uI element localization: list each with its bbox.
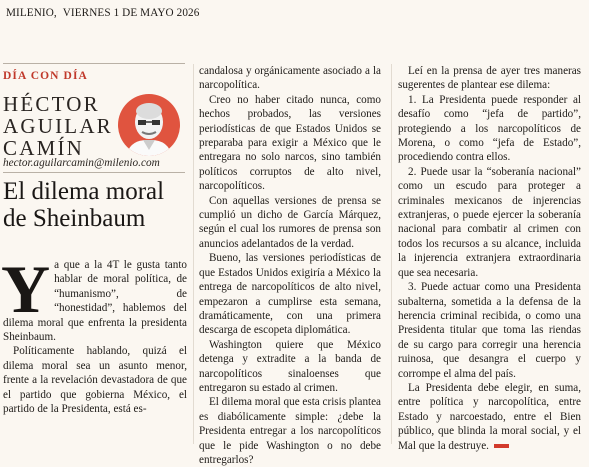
paragraph-text: a que a la 4T le gusta tanto hablar de moral política, de “humanismo”, de “honestidad”, hablemos del dilema moral que enfrenta la presidenta Sheinbaum. [3, 259, 187, 344]
author-email: hector.aguilarcamin@milenio.com [3, 157, 160, 169]
section-kicker: DÍA CON DÍA [3, 70, 88, 82]
paragraph: Washington quiere que México detenga y extradite a la banda de narcopolíticos sinaloenses que entregaron su estado al crimen. [199, 338, 381, 394]
author-name-line-2: AGUILAR [3, 114, 113, 138]
paragraph: 1. La Presidenta puede responder al desafío como “jefa de partido”, protegiendo a los narcopolíticos de Morena, o como “jefa de Estado”, procediendo contra ellos. [398, 93, 581, 164]
author-avatar [118, 94, 180, 156]
author-name [3, 93, 115, 159]
paragraph: El dilema moral que esta crisis plantea es diabólicamente simple: ¿debe la Presidenta entregar a los narcopolíticos que le pide Washington o no debe entregarlos? [199, 396, 381, 466]
paragraph: Con aquellas versiones de prensa se cumplió un dicho de García Márquez, según el cual los rumores de prensa son anuncios adelantados de la verdad. [199, 194, 381, 250]
article-column-3 [398, 64, 581, 453]
publication-date: VIERNES 1 DE MAYO 2026 [62, 7, 200, 19]
paragraph: Bueno, las versiones periodísticas de que Estados Unidos exigiría a México la entrega de narcopolíticos de alto nivel, empezaron a cumplirse esta semana, dramáticamente, con una primera descarga de escopeta diplomática. [199, 252, 381, 337]
paragraph: Leí en la prensa de ayer tres maneras sugerentes de plantear ese dilema: [398, 65, 581, 92]
end-of-article-icon [494, 444, 509, 448]
paragraph: 2. Puede usar la “soberanía nacional” como un escudo para proteger a criminales mexicanos de injerencias extranjeras, o puede ejercer la soberanía nacional para combatir al crimen con todos los recursos a su alcance, incluida la injerencia extranjera extraordinaria que sea necesaria. [398, 165, 581, 279]
paragraph: candalosa y orgánicamente asociado a la narcopolítica. [199, 65, 381, 92]
article-column-1 [1, 251, 187, 416]
publication-name: MILENIO, [6, 7, 57, 19]
page-header [0, 0, 589, 26]
author-name-line-3: CAMÍN [3, 136, 85, 160]
drop-cap: Y [1, 251, 51, 327]
paragraph: Políticamente hablando, quizá el dilema moral sea un asunto menor, frente a la revelación devastadora de que el partido que gobierna México, el partido de la Presidenta, está es- [3, 345, 187, 416]
paragraph [1, 251, 187, 344]
paragraph: 3. Puede actuar como una Presidenta subalterna, sometida a la defensa de la herencia criminal recibida, o como una Presidenta titular que toma las riendas de su cargo para corregir una herencia ruinosa, que desangra el cuerpo y corrompe el alma del país. [398, 281, 581, 380]
paragraph [398, 381, 581, 453]
column-divider-2 [391, 64, 392, 444]
article-column-2 [199, 64, 381, 467]
top-rule [3, 63, 185, 64]
paragraph-text: La Presidenta debe elegir, en suma, entre política y narcopolítica, entre Estado y narcoestado, entre el Bien público, que blinda la moral social, y el Mal que la destruye. [398, 381, 581, 452]
column-divider-1 [193, 64, 194, 444]
paragraph: Creo no haber citado nunca, como hechos probados, las versiones periodísticas de que Estados Unidos se preparaba para exigir a México que le entregara no solo narcos, sino también políticos corruptos de alto nivel, narcopolíticos. [199, 93, 381, 193]
author-portrait-icon [118, 94, 180, 156]
article-headline: El dilema moral de Sheinbaum [3, 178, 165, 232]
author-rule [3, 172, 185, 173]
author-name-line-1: HÉCTOR [3, 92, 100, 116]
